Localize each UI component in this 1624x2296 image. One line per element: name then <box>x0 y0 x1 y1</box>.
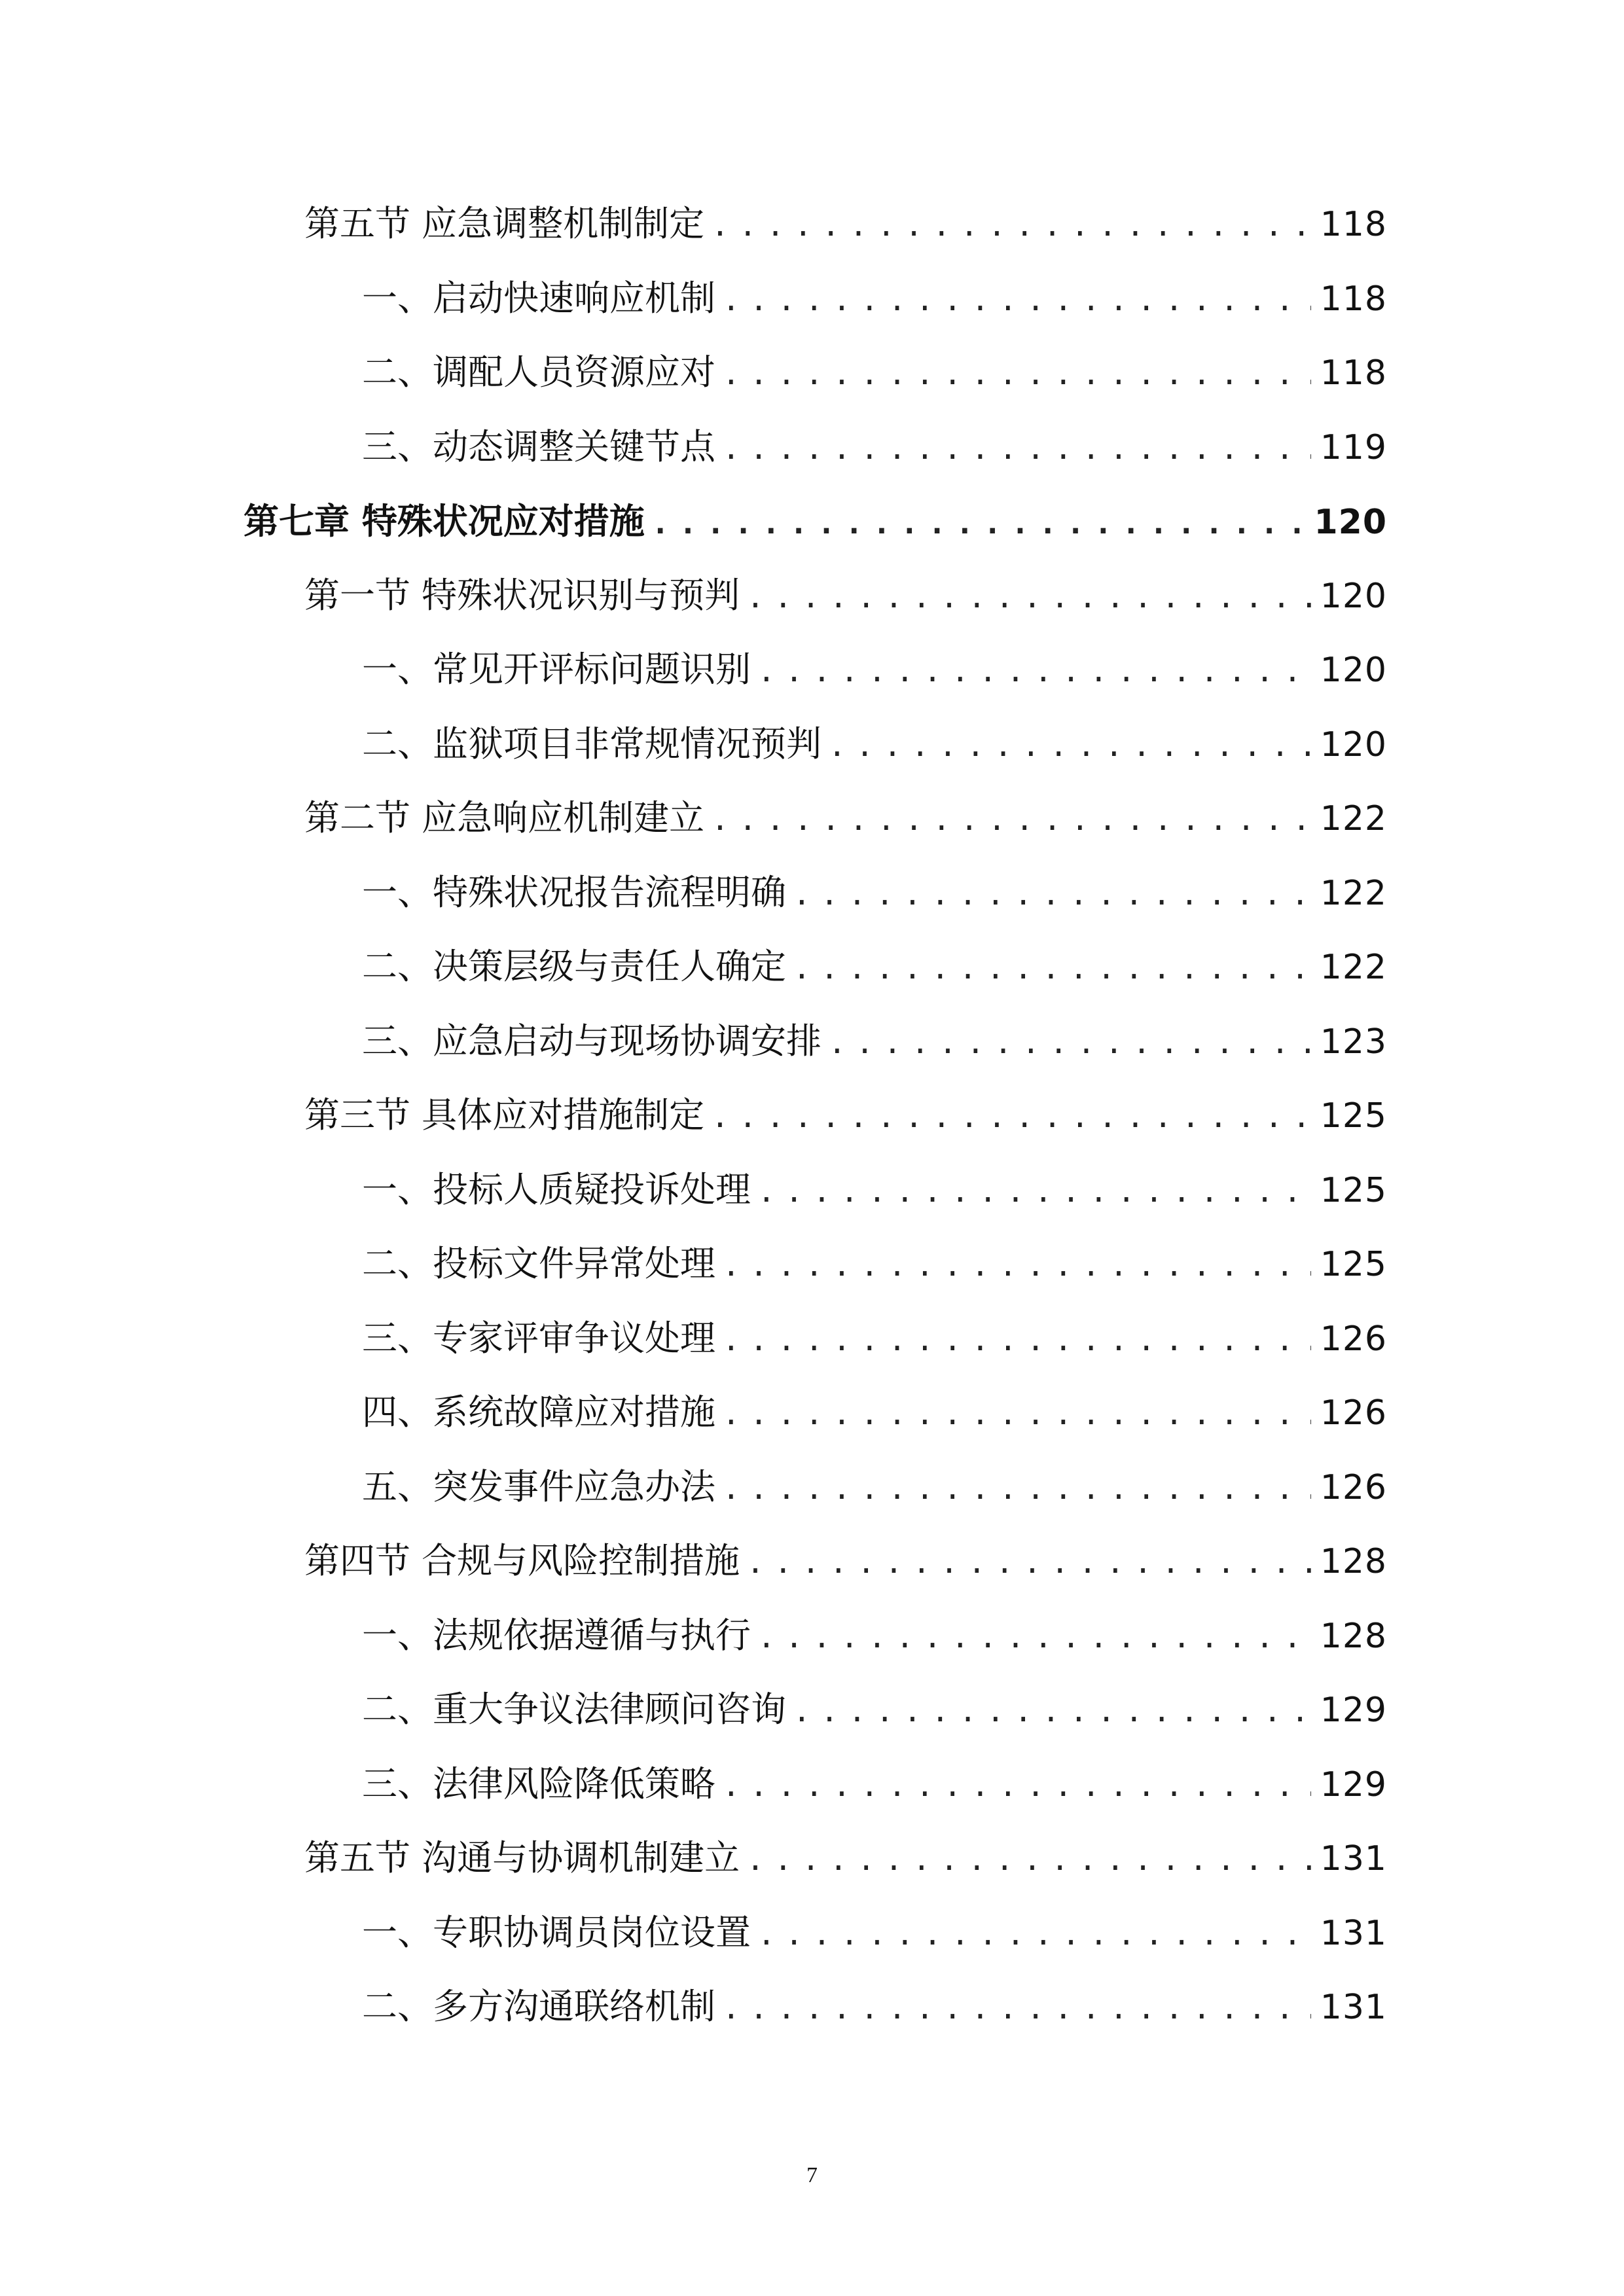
toc-entry-chapter[interactable] <box>244 495 1387 547</box>
toc-entry-title: 专家评审争议处理 <box>433 1318 715 1359</box>
toc-entry-item[interactable] <box>362 1609 1387 1662</box>
toc-entry-text <box>304 1535 740 1587</box>
toc-entry-title: 法规依据遵循与执行 <box>433 1615 751 1656</box>
toc-entry-title: 监狱项目非常规情况预判 <box>433 723 821 764</box>
toc-entry-item[interactable] <box>362 941 1387 993</box>
toc-entry-item[interactable] <box>362 1683 1387 1736</box>
toc-entry-title: 投标人质疑投诉处理 <box>433 1169 751 1210</box>
toc-entry-text <box>304 198 704 250</box>
toc-entry-item[interactable] <box>362 1164 1387 1216</box>
toc-entry-text <box>362 1683 786 1736</box>
toc-page-number: 129 <box>1320 1765 1387 1804</box>
toc-page-number: 123 <box>1320 1022 1387 1062</box>
toc-entry-title: 决策层级与责任人确定 <box>433 946 786 987</box>
toc-dot-leader <box>746 1536 1311 1588</box>
toc-page-number: 126 <box>1320 1319 1387 1359</box>
toc-entry-item[interactable] <box>362 1312 1387 1365</box>
toc-page-number: 120 <box>1320 725 1387 764</box>
toc-entry-label: 四、 <box>362 1391 433 1433</box>
toc-entry-item[interactable] <box>362 272 1387 325</box>
toc-entry-section[interactable] <box>304 1832 1387 1884</box>
toc-entry-item[interactable] <box>362 346 1387 399</box>
toc-entry-text <box>362 272 715 325</box>
toc-dot-leader <box>722 1314 1311 1366</box>
toc-entry-title: 启动快速响应机制 <box>433 278 715 319</box>
toc-dot-leader <box>828 1016 1311 1069</box>
toc-dot-leader <box>757 1611 1311 1663</box>
toc-entry-text <box>362 941 786 993</box>
toc-dot-leader <box>711 793 1311 846</box>
toc-entry-label: 第一节 <box>304 575 410 616</box>
toc-page-number: 126 <box>1320 1393 1387 1433</box>
toc-entry-title: 常见开评标问题识别 <box>433 649 751 690</box>
toc-page-number: 122 <box>1320 799 1387 838</box>
toc-dot-leader <box>757 1165 1311 1217</box>
toc-dot-leader <box>722 1239 1311 1291</box>
toc-entry-title: 特殊状况应对措施 <box>361 500 645 542</box>
toc-entry-text <box>362 421 715 473</box>
toc-dot-leader <box>722 1462 1311 1515</box>
toc-entry-section[interactable] <box>304 569 1387 622</box>
toc-entry-text <box>362 1015 821 1067</box>
toc-entry-text <box>362 867 786 919</box>
toc-entry-title: 应急响应机制建立 <box>422 797 705 838</box>
toc-page-number: 125 <box>1320 1096 1387 1136</box>
toc-dot-leader <box>722 1982 1311 2034</box>
toc-entry-label: 第七章 <box>244 500 350 542</box>
toc-entry-label: 第五节 <box>304 1837 410 1878</box>
toc-page-number: 128 <box>1320 1542 1387 1581</box>
toc-entry-item[interactable] <box>362 1758 1387 1810</box>
toc-entry-title: 特殊状况报告流程明确 <box>433 872 786 913</box>
toc-entry-text <box>362 718 821 770</box>
toc-entry-item[interactable] <box>362 1386 1387 1439</box>
toc-entry-text <box>304 1832 740 1884</box>
toc-entry-item[interactable] <box>362 1461 1387 1513</box>
toc-entry-title: 投标文件异常处理 <box>433 1243 715 1284</box>
toc-entry-title: 应急启动与现场协调安排 <box>433 1020 821 1062</box>
toc-entry-text <box>362 1758 715 1810</box>
toc-entry-title: 应急调整机制制定 <box>422 203 705 244</box>
toc-dot-leader <box>757 645 1311 697</box>
toc-entry-text <box>362 1386 715 1439</box>
toc-entry-title: 重大争议法律顾问咨询 <box>433 1689 786 1730</box>
toc-entry-section[interactable] <box>304 1089 1387 1141</box>
toc-entry-label: 二、 <box>362 723 433 764</box>
toc-dot-leader <box>711 199 1311 251</box>
toc-entry-label: 第三节 <box>304 1094 410 1136</box>
toc-entry-item[interactable] <box>362 1238 1387 1290</box>
toc-entry-label: 三、 <box>362 1763 433 1804</box>
toc-entry-section[interactable] <box>304 198 1387 250</box>
toc-entry-text <box>362 643 751 696</box>
toc-dot-leader <box>793 942 1311 994</box>
toc-dot-leader <box>722 1759 1311 1812</box>
toc-page-number: 118 <box>1320 279 1387 319</box>
toc-dot-leader <box>746 1833 1311 1886</box>
toc-entry-item[interactable] <box>362 718 1387 770</box>
toc-page-number: 131 <box>1320 1914 1387 1953</box>
toc-entry-label: 二、 <box>362 351 433 393</box>
toc-dot-leader <box>711 1090 1311 1143</box>
toc-entry-label: 第四节 <box>304 1540 410 1581</box>
toc-entry-title: 合规与风险控制措施 <box>422 1540 740 1581</box>
toc-dot-leader <box>651 497 1305 549</box>
toc-dot-leader <box>828 719 1311 772</box>
toc-entry-text <box>362 1238 715 1290</box>
toc-entry-text <box>362 1164 751 1216</box>
toc-entry-label: 三、 <box>362 1318 433 1359</box>
toc-entry-label: 一、 <box>362 1615 433 1656</box>
toc-entry-label: 二、 <box>362 1986 433 2027</box>
toc-entry-label: 第二节 <box>304 797 410 838</box>
toc-entry-text <box>362 1461 715 1513</box>
toc-entry-title: 突发事件应急办法 <box>433 1466 715 1507</box>
toc-page-number: 131 <box>1320 1839 1387 1878</box>
toc-entry-text <box>362 1907 751 1959</box>
toc-page-number: 128 <box>1320 1617 1387 1656</box>
toc-entry-text <box>304 1089 704 1141</box>
toc-dot-leader <box>722 348 1311 400</box>
toc-entry-text <box>362 1312 715 1365</box>
toc-entry-text <box>244 495 645 547</box>
toc-entry-title: 动态调整关键节点 <box>433 426 715 467</box>
toc-entry-label: 一、 <box>362 649 433 690</box>
toc-entry-item[interactable] <box>362 867 1387 919</box>
toc-entry-text <box>362 1609 751 1662</box>
toc-entry-section[interactable] <box>304 1535 1387 1587</box>
toc-entry-title: 特殊状况识别与预判 <box>422 575 740 616</box>
toc-page-number: 125 <box>1320 1171 1387 1210</box>
page-number: 7 <box>806 2163 818 2187</box>
toc-page-number: 126 <box>1320 1468 1387 1507</box>
toc-entry-label: 一、 <box>362 1169 433 1210</box>
toc-entry-label: 三、 <box>362 1020 433 1062</box>
toc-page-number: 118 <box>1320 353 1387 393</box>
toc-page-number: 118 <box>1320 205 1387 244</box>
toc-entry-title: 具体应对措施制定 <box>422 1094 705 1136</box>
toc-page-number: 120 <box>1320 651 1387 690</box>
toc-entry-title: 法律风险降低策略 <box>433 1763 715 1804</box>
toc-entry-label: 二、 <box>362 946 433 987</box>
toc-page-number: 129 <box>1320 1691 1387 1730</box>
toc-entry-item[interactable] <box>362 1981 1387 2033</box>
toc-entry-label: 三、 <box>362 426 433 467</box>
toc-dot-leader <box>722 422 1311 475</box>
toc-dot-leader <box>746 571 1311 623</box>
toc-entry-title: 沟通与协调机制建立 <box>422 1837 740 1878</box>
toc-entry-label: 二、 <box>362 1243 433 1284</box>
toc-entry-item[interactable] <box>362 1015 1387 1067</box>
toc-entry-label: 一、 <box>362 872 433 913</box>
toc-entry-title: 多方沟通联络机制 <box>433 1986 715 2027</box>
toc-page-number: 122 <box>1320 874 1387 913</box>
toc-page-number: 120 <box>1320 577 1387 616</box>
toc-entry-item[interactable] <box>362 643 1387 696</box>
toc-dot-leader <box>722 274 1311 326</box>
toc-entry-label: 一、 <box>362 278 433 319</box>
toc-dot-leader <box>757 1908 1311 1960</box>
toc-dot-leader <box>722 1388 1311 1440</box>
toc-page-number: 122 <box>1320 948 1387 987</box>
toc-page-number: 125 <box>1320 1245 1387 1284</box>
toc-entry-label: 一、 <box>362 1912 433 1953</box>
toc-entry-item[interactable] <box>362 421 1387 473</box>
toc-entry-label: 第五节 <box>304 203 410 244</box>
toc-entry-text <box>362 1981 715 2033</box>
toc-entry-title: 系统故障应对措施 <box>433 1391 715 1433</box>
toc-page-number: 120 <box>1314 503 1387 542</box>
toc-dot-leader <box>793 868 1311 920</box>
toc-entry-item[interactable] <box>362 1907 1387 1959</box>
toc-entry-label: 二、 <box>362 1689 433 1730</box>
toc-entry-title: 专职协调员岗位设置 <box>433 1912 751 1953</box>
toc-entry-text <box>304 569 740 622</box>
toc-page-number: 131 <box>1320 1988 1387 2027</box>
toc-entry-title: 调配人员资源应对 <box>433 351 715 393</box>
toc-dot-leader <box>793 1685 1311 1737</box>
toc-entry-section[interactable] <box>304 792 1387 844</box>
toc-entry-text <box>304 792 704 844</box>
toc-page-number: 119 <box>1320 428 1387 467</box>
toc-entry-text <box>362 346 715 399</box>
toc-entry-label: 五、 <box>362 1466 433 1507</box>
